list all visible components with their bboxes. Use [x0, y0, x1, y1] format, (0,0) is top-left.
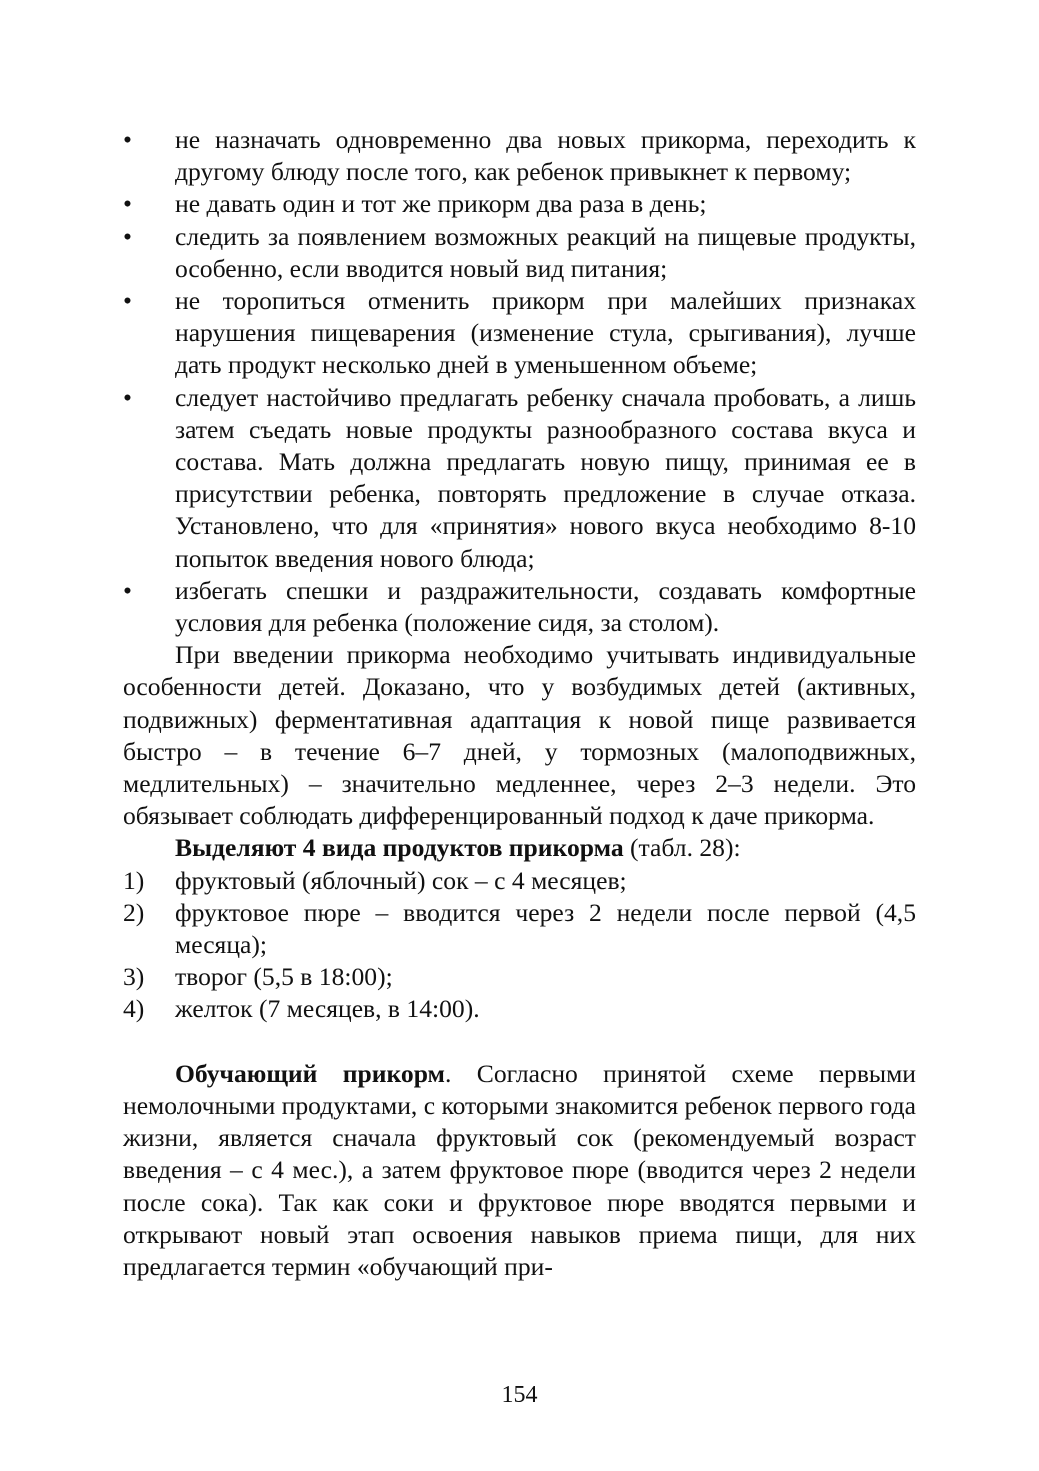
item-text: желток (7 месяцев, в 14:00). — [175, 994, 480, 1024]
numbered-item — [123, 897, 916, 961]
bullet-item — [123, 285, 916, 382]
item-number: 4) — [123, 994, 145, 1024]
paragraph-individual-features: При введении прикорма необходимо учитывать индивидуальные особенности детей. Доказано, что у возбудимых детей (активных, подвижных) ферментативная адаптация к новой пище развивается быстро – в течение 6–7 дней, у тормозных (малоподвижных, медлительных) – значительно медленнее, через 2–3 недели. Это обязывает соблюдать дифференцированный подход к даче прикорма. — [123, 640, 916, 831]
types-heading-bold: Выделяют 4 вида продуктов прикорма — [175, 833, 624, 863]
types-numbered-list — [123, 865, 916, 1026]
bullet-text: следует настойчиво предлагать ребенку сначала пробовать, а лишь затем съедать новые продукты разнообразного состава вкуса и состава. Мать должна предлагать новую пищу, принимая ее в присутствии ребенка, повторять предложение в случае отказа. Установлено, что для «принятия» нового вкуса необходимо 8-10 попыток введения нового блюда; — [175, 382, 916, 573]
bullet-item — [123, 188, 916, 220]
bullet-item — [123, 124, 916, 188]
item-number: 3) — [123, 962, 145, 992]
item-number: 2) — [123, 897, 145, 927]
bullet-item — [123, 382, 916, 575]
types-heading — [123, 832, 916, 864]
bullet-text: избегать спешки и раздражительности, создавать комфортные условия для ребенка (положение сидя, за столом). — [175, 575, 916, 638]
spacer — [123, 1026, 916, 1058]
teaching-text: . Согласно принятой схеме первыми немолочными продуктами, с которыми знакомится ребенок первого года жизни, является сначала фруктовый сок (рекомендуемый возраст введения – с 4 мес.), а затем фруктовое пюре (вводится через 2 недели после сока). Так как соки и фруктовое пюре вводятся первыми и открывают новый этап освоения навыков приема пищи, для них предлагается термин «обучающий при- — [123, 1058, 917, 1281]
types-heading-rest: (табл. 28): — [623, 833, 741, 863]
item-text: фруктовое пюре – вводится через 2 недели после первой (4,5 месяца); — [175, 897, 916, 960]
bullet-text: следить за появлением возможных реакций на пищевые продукты, особенно, если вводится новый вид питания; — [175, 221, 916, 283]
rules-bullet-list — [123, 124, 916, 639]
item-text: фруктовый (яблочный) сок – с 4 месяцев; — [175, 865, 627, 895]
item-text: творог (5,5 в 18:00); — [175, 962, 393, 992]
numbered-item — [123, 865, 916, 897]
bullet-text: не давать один и тот же прикорм два раза в день; — [175, 189, 707, 219]
page-body — [123, 124, 916, 1283]
numbered-item — [123, 961, 916, 993]
numbered-item — [123, 993, 916, 1025]
teaching-term-bold: Обучающий прикорм — [175, 1058, 445, 1088]
paragraph-teaching-complementary — [123, 1058, 916, 1283]
bullet-text: не назначать одновременно два новых прикорма, переходить к другому блюду после того, как ребенок привыкнет к первому; — [175, 125, 916, 187]
bullet-item — [123, 221, 916, 285]
page-number: 154 — [501, 1382, 538, 1408]
bullet-text: не торопиться отменить прикорм при малейших признаках нарушения пищеварения (изменение стула, срыгивания), лучше дать продукт несколько дней в уменьшенном объеме; — [175, 286, 916, 380]
bullet-item — [123, 575, 916, 639]
item-number: 1) — [123, 865, 145, 895]
